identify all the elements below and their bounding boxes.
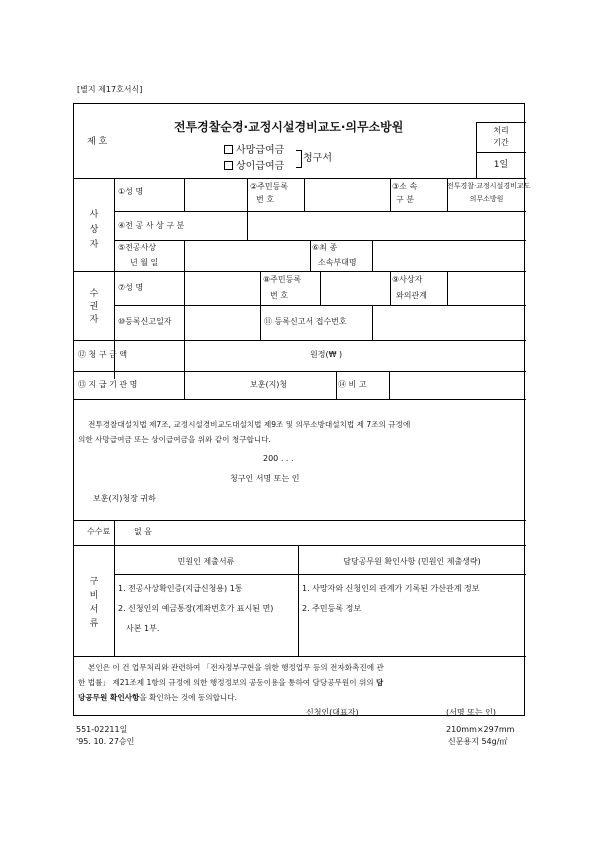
recipient-name-label: ⑦성 명 [118,283,144,292]
claim-form [73,103,531,717]
unit-label-2: 소속부대명 [318,258,357,267]
unit-label: ⑥최 종 [312,243,338,252]
section-recipient: 수 권 자 [89,289,99,325]
registration-no-label: ⑪ 등록신고서 접수번호 [264,317,347,326]
consent-line1: 본인은 이 건 업무처리와 관련하여 「전자정부구현을 위한 행정업무 등의 전자화촉진에 관 [88,663,384,672]
agency-value: 보훈(지)청 [250,380,288,389]
official-check-header: 담당공무원 확인사항 (민원인 제출생략) [343,557,481,566]
statement-date: 200 . . . [263,454,294,463]
claim-label: 청구서 [303,153,332,164]
recipient-rrn-label-2: 번 호 [270,291,288,300]
number-label: 제 호 [87,137,108,147]
injury-date-label: ⑤전공사상 [118,243,157,252]
processing-label: 처리 [493,126,509,135]
affiliation-label: ③소 속 [392,182,418,191]
footer-code: 551-02211일 [76,725,128,734]
remarks-label: ⑭ 비 고 [338,380,367,389]
footer-paper: 신문용지 54g/㎡ [448,737,508,746]
doc-item-2: 2. 신청인의 예금통장(계좌번호가 표시된 면) [118,604,274,613]
statement-line2: 의한 사망급여금 또는 상이급여금을 위와 같이 청구합니다. [78,435,271,444]
addressee: 보훈(지)청장 귀하 [93,494,156,503]
affiliation-value: 전투경찰·교정시설경비교도 [447,182,531,190]
recipient-rrn-label: ⑧주민등록 [263,275,302,284]
checkbox-icon [224,145,233,154]
relation-label: ⑨사상자 [392,275,423,284]
bracket-icon [296,150,302,168]
claimant-signature: 청구인 서명 또는 인 [230,474,300,483]
affiliation-value-2: 의무소방원 [469,195,504,203]
checkbox-icon [224,161,233,170]
doc-item-1: 1. 전공사상확인증(지급신청용) 1통 [118,584,243,593]
section-documents: 구 비 서 류 [89,577,99,629]
casualty-rrn-label-2: 번 호 [256,195,274,204]
processing-period: 1일 [493,160,509,170]
option-injury[interactable]: 상이급여금 [224,161,284,172]
amount-value: 원정(₩ ) [310,350,343,359]
doc-item-2b: 사본 1부. [126,624,160,633]
footer-approval: '95. 10. 27승인 [76,737,135,746]
amount-label: ⑫ 청 구 금 액 [78,350,128,359]
form-number: [별지 제17호서식] [77,85,143,94]
applicant-signature: 신청인(대표자) [306,708,359,717]
applicant-signature-note: (서명 또는 인) [446,708,496,717]
relation-label-2: 와의관계 [396,291,427,300]
casualty-name-label: ①성 명 [118,187,144,196]
form-title: 전투경찰순경·교정시설경비교도·의무소방원 [174,120,404,134]
casualty-rrn-label: ②주민등록 [250,182,289,191]
statement-line1: 전투경찰대설치법 제7조, 교정시설경비교도대설치법 제9조 및 의무소방대설치법 제 7조의 규정에 [88,420,411,429]
agency-label: ⑬ 지 급 기 관 명 [78,380,138,389]
fee-value: 없 음 [134,527,152,536]
consent-line2: 한 법률」 제21조제 1항의 규정에 의한 행정정보의 공동이용을 통하여 담당공무원이 위의 담 [78,678,384,687]
affiliation-label-2: 구 분 [396,195,414,204]
section-casualty: 사 상 자 [89,210,99,250]
registration-date-label: ⑩등록신고일자 [118,317,172,326]
footer-size: 210mm×297mm [446,725,515,734]
injury-type-label: ④전 공 사 상 구 분 [118,221,185,230]
applicant-docs-header: 민원인 제출서류 [177,557,235,566]
injury-date-label-2: 년 월 일 [130,258,159,267]
fee-label: 수수료 [87,527,111,536]
processing-label-2: 기간 [493,138,509,147]
option-death[interactable]: 사망급여금 [224,145,284,156]
consent-line3: 당공무원 확인사항을 확인하는 것에 동의합니다. [78,693,238,702]
check-item-1: 1. 사망자와 신청인의 관계가 기록된 가산관계 정보 [302,584,480,593]
check-item-2: 2. 주민등록 정보 [302,604,362,613]
